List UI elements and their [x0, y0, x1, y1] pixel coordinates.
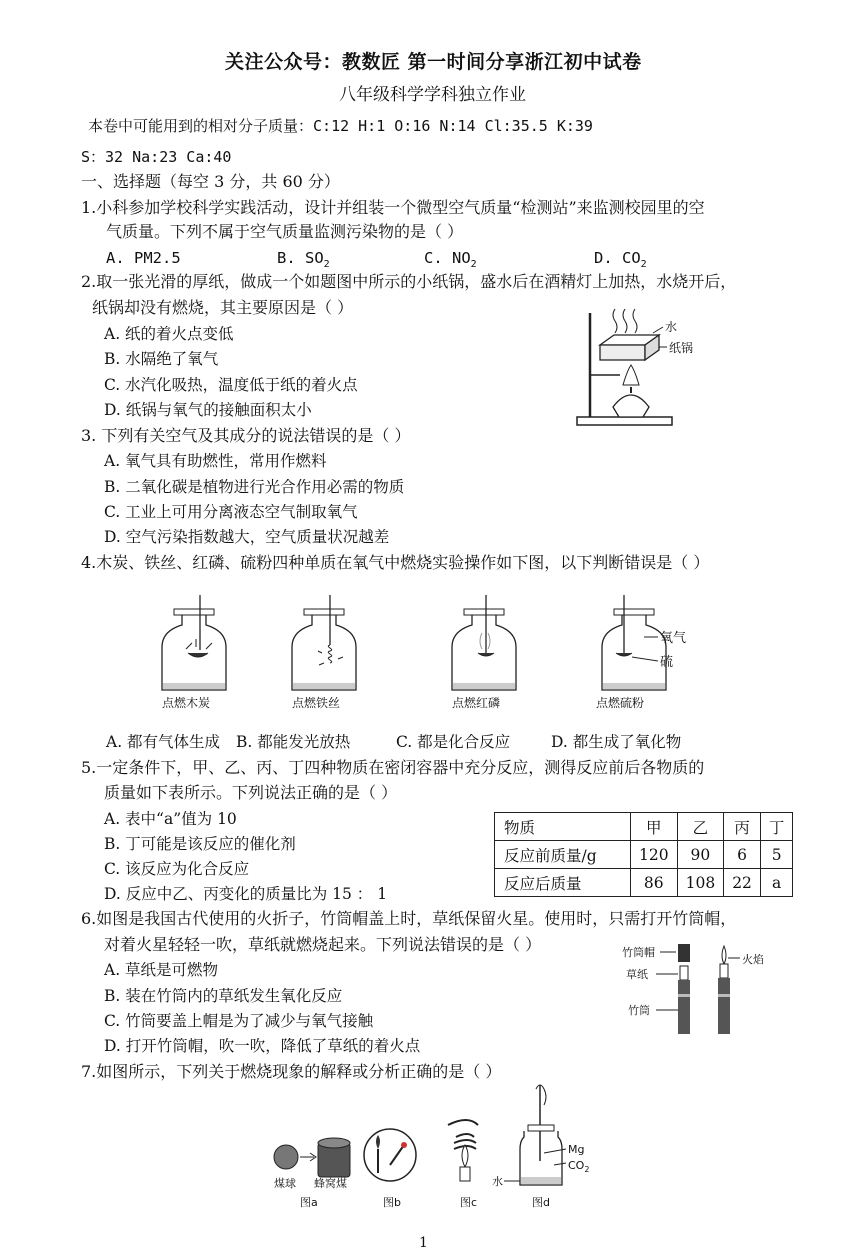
fig-label-co2: $CO_2$ [568, 1159, 590, 1174]
fig-label-mg: Mg [568, 1143, 585, 1156]
q6-stem-line1: 6.如图是我国古代使用的火折子，竹筒帽盖上时，草纸保留火星。使用时，只需打开竹筒帽， [81, 909, 737, 928]
fig-label-cap: 竹筒帽 [622, 946, 655, 959]
mass-table [494, 812, 793, 897]
q6-option-d: D. 打开竹筒帽，吹一吹，降低了草纸的着火点 [104, 1037, 421, 1055]
jar-charcoal [162, 595, 226, 710]
fig-label-oxygen: 氧气 [660, 631, 687, 646]
section-heading: 一、选择题（每空 3 分，共 60 分） [81, 172, 340, 191]
q6-option-b: B. 装在竹筒内的草纸发生氧化反应 [104, 987, 343, 1005]
jar-iron-wire [292, 595, 356, 710]
table-cell: 22 [724, 869, 761, 897]
q4-stem: 4.木炭、铁丝、红磷、硫粉四种单质在氧气中燃烧实验操作如下图，以下判断错误是（ ） [81, 553, 710, 572]
page-title: 关注公众号：教数匠 第一时间分享浙江初中试卷 [225, 51, 642, 73]
q1-option-b: B. $SO_2$ [277, 249, 330, 271]
q2-option-b: B. 水隔绝了氧气 [104, 350, 219, 368]
q2-option-a: A. 纸的着火点变低 [104, 325, 234, 343]
fig-label-phosphorus: 点燃红磷 [452, 696, 501, 710]
q7-stem: 7.如图所示，下列关于燃烧现象的解释或分析正确的是（ ） [81, 1062, 502, 1081]
table-cell: 108 [677, 869, 724, 897]
fig-a-coal [274, 1138, 350, 1209]
q5-option-d: D. 反应中乙、丙变化的质量比为 15 ： 1 [104, 885, 388, 903]
q4-option-a: A. 都有气体生成 [106, 733, 221, 751]
molecular-masses-line1: 本卷中可能用到的相对分子质量：C:12 H:1 O:16 N:14 Cl:35.5 K:39 [88, 117, 593, 135]
fig-label-tube: 竹筒 [628, 1004, 650, 1017]
table-cell: 反应后质量 [495, 869, 631, 897]
fig-c-coil [448, 1120, 478, 1209]
table-cell: 乙 [677, 813, 724, 841]
fig-label-water: 水 [665, 320, 678, 334]
fig-label-ball: 煤球 [274, 1177, 296, 1190]
q3-option-b: B. 二氧化碳是植物进行光合作用必需的物质 [104, 478, 405, 496]
fig-label-charcoal: 点燃木炭 [162, 696, 211, 710]
table-cell: 甲 [631, 813, 678, 841]
table-cell: 120 [631, 841, 678, 869]
fig-label-pot: 纸锅 [669, 341, 694, 355]
combustion-phenomena-figure [270, 1085, 610, 1215]
table-cell: a [760, 869, 793, 897]
q4-option-d: D. 都生成了氧化物 [551, 733, 682, 751]
table-cell: 86 [631, 869, 678, 897]
fig-label-water-d: 水 [492, 1175, 503, 1188]
q2-stem-line1: 2.取一张光滑的厚纸，做成一个如题图中所示的小纸锅，盛水后在酒精灯上加热，水烧开后， [81, 272, 737, 291]
q3-stem: 3. 下列有关空气及其成分的说法错误的是（ ） [81, 426, 411, 445]
fig-label-b: 图b [383, 1196, 401, 1209]
q5-option-a: A. 表中“a”值为 10 [104, 810, 237, 828]
jar-red-phosphorus [452, 595, 516, 710]
q5-stem-line1: 5.一定条件下，甲、乙、丙、丁四种物质在密闭容器中充分反应，测得反应前后各物质的 [81, 758, 705, 777]
fig-label-c: 图c [460, 1196, 478, 1209]
fire-starter-figure [620, 942, 770, 1037]
combustion-jars-figure [160, 595, 687, 715]
fig-label-sulfur-powder: 点燃硫粉 [596, 696, 645, 710]
q1-option-c: C. $NO_2$ [424, 249, 477, 271]
q6-option-c: C. 竹筒要盖上帽是为了减少与氧气接触 [104, 1012, 374, 1030]
q2-option-c: C. 水汽化吸热，温度低于纸的着火点 [104, 376, 358, 394]
table-cell: 5 [760, 841, 793, 869]
q6-stem-line2: 对着火星轻轻一吹，草纸就燃烧起来。下列说法错误的是（ ） [104, 935, 542, 954]
table-cell: 反应前质量/g [495, 841, 631, 869]
table-header-row [495, 813, 793, 841]
q6-option-a: A. 草纸是可燃物 [104, 961, 219, 979]
q1-stem-line1: 1.小科参加学校科学实践活动，设计并组装一个微型空气质量“检测站”来监测校园里的空 [81, 198, 705, 217]
fig-label-d: 图d [532, 1196, 550, 1209]
fig-label-flame: 火焰 [742, 953, 764, 966]
q3-option-a: A. 氧气具有助燃性，常用作燃料 [104, 452, 327, 470]
fig-b-match [364, 1129, 416, 1209]
table-cell: 丁 [760, 813, 793, 841]
table-cell: 90 [677, 841, 724, 869]
table-cell: 丙 [724, 813, 761, 841]
fig-label-sulfur: 硫 [660, 655, 674, 670]
q4-option-c: C. 都是化合反应 [396, 733, 511, 751]
molecular-masses-line2: S：32 Na:23 Ca:40 [81, 148, 232, 166]
q5-option-b: B. 丁可能是该反应的催化剂 [104, 835, 296, 853]
page-subtitle: 八年级科学学科独立作业 [339, 85, 526, 105]
fig-label-honeycomb: 蜂窝煤 [314, 1177, 347, 1190]
q2-option-d: D. 纸锅与氧气的接触面积太小 [104, 401, 312, 419]
table-cell: 物质 [495, 813, 631, 841]
q1-option-a: A. PM2.5 [106, 249, 181, 267]
q4-option-b: B. 都能发光放热 [236, 733, 351, 751]
fig-label-a: 图a [300, 1196, 318, 1209]
q3-option-c: C. 工业上可用分离液态空气制取氧气 [104, 503, 358, 521]
table-row [495, 841, 793, 869]
page-number: 1 [419, 1235, 428, 1251]
paper-pot-figure [575, 305, 705, 430]
table-cell: 6 [724, 841, 761, 869]
jar-sulfur [596, 595, 686, 710]
fig-label-paper: 草纸 [626, 968, 648, 981]
q2-stem-line2: 纸锅却没有燃烧，其主要原因是（ ） [92, 298, 354, 317]
q5-stem-line2: 质量如下表所示。下列说法正确的是（ ） [104, 783, 398, 802]
q3-option-d: D. 空气污染指数越大，空气质量状况越差 [104, 528, 390, 546]
fig-label-iron: 点燃铁丝 [292, 696, 341, 710]
q1-stem-line2: 气质量。下列不属于空气质量监测污染物的是（ ） [106, 222, 464, 241]
q1-option-d: D. $CO_2$ [594, 249, 647, 271]
q5-option-c: C. 该反应为化合反应 [104, 860, 250, 878]
fig-d-mg-co2 [492, 1085, 589, 1209]
table-row [495, 869, 793, 897]
